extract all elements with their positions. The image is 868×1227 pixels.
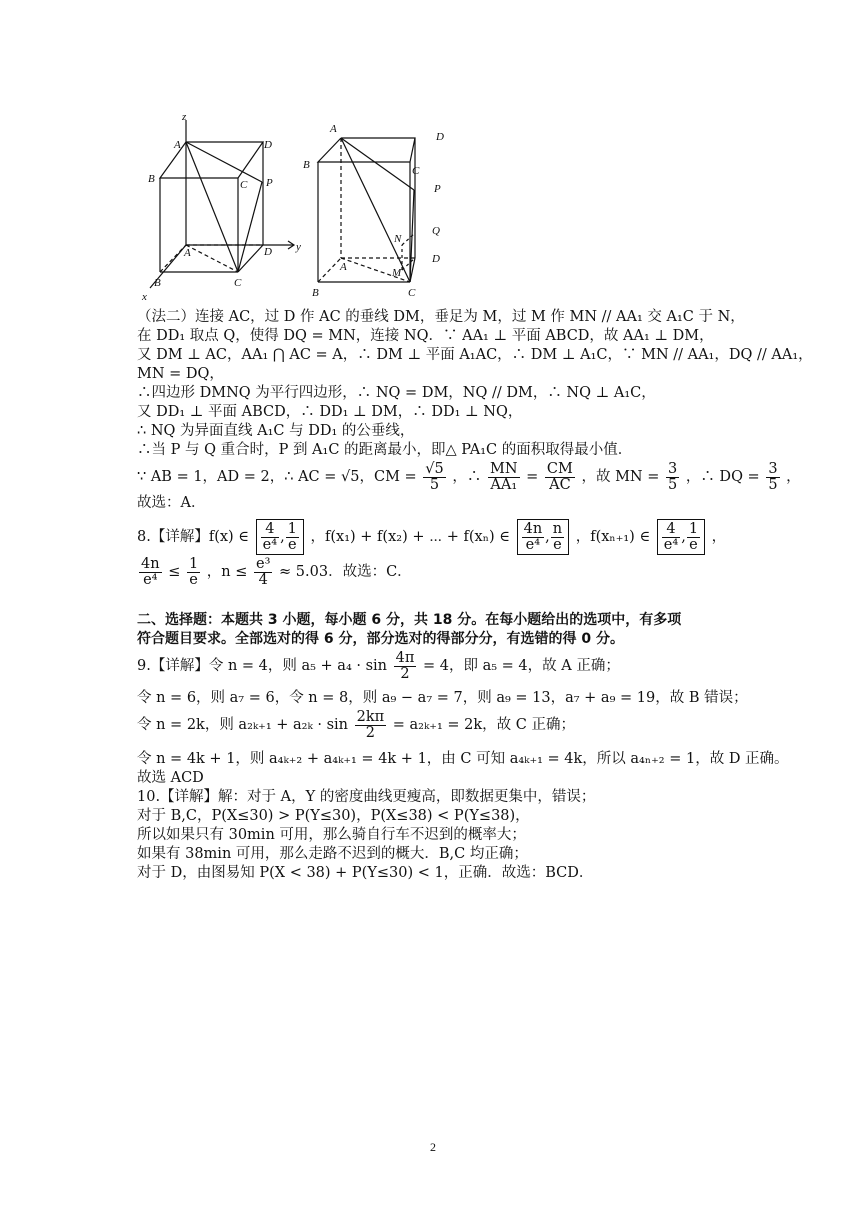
- label-a: A: [184, 247, 191, 259]
- method2-line-2: 在 DD₁ 取点 Q，使得 DQ = MN，连接 NQ．∵ AA₁ ⊥ 平面 ABCD，故 AA₁ ⊥ DM，: [137, 328, 714, 344]
- right-cuboid: [318, 138, 415, 282]
- frac: [551, 522, 564, 553]
- frac: [687, 522, 700, 553]
- fraction-mn-aa1: [488, 462, 520, 493]
- frac: [261, 522, 279, 553]
- q8-line-1: [137, 519, 737, 555]
- frac-num: 1: [287, 520, 297, 537]
- frac-den: e⁴: [663, 536, 679, 553]
- frac-e3-4: [254, 557, 272, 588]
- frac-den: e: [689, 536, 698, 553]
- frac-num: e³: [256, 555, 271, 572]
- label-r-b1: B: [303, 159, 310, 171]
- label-d1: D: [264, 139, 272, 151]
- page-number: 2: [430, 1140, 436, 1154]
- solution-text: [137, 308, 813, 883]
- q10-line-1: 10.【详解】解：对于 A，Y 的密度曲线更瘦高，即数据更集中，错误；: [137, 789, 596, 805]
- frac-den: 5: [429, 476, 440, 493]
- method2-answer: 故选：A．: [137, 495, 206, 511]
- frac-num: 1: [688, 520, 699, 537]
- fraction-cm: [423, 462, 445, 493]
- q8-answer: ≈ 5.03．故选：C．: [279, 564, 412, 580]
- label-r-b: B: [312, 287, 319, 299]
- method2-line-5: ∴四边形 DMNQ 为平行四边形，∴ NQ = DM，NQ // DM，∴ NQ ⊥ A₁C，: [137, 385, 656, 401]
- interval-1: $\frac{4}{\text{e⁴}}$ , $\frac{1}{e}$: [256, 519, 304, 555]
- method2-line-4: MN = DQ，: [137, 366, 224, 382]
- method2-line-3: 又 DM ⊥ AC，AA₁ ⋂ AC = A，∴ DM ⊥ 平面 A₁AC，∴ DM ⊥ A₁C，∵ MN // AA₁，DQ // AA₁，: [137, 347, 813, 363]
- q10-line-4: 如果有 38min 可用，那么走路不迟到的概大．B,C 均正确；: [137, 846, 528, 862]
- label-a1: A: [174, 139, 181, 151]
- label-r-p: P: [434, 183, 441, 195]
- right-cuboid-labels: [303, 123, 444, 299]
- label-p: P: [266, 177, 273, 189]
- q10-line-5: 对于 D，由图易知 P(X < 38) + P(Y≤30) < 1，正确．故选：BCD．: [137, 865, 594, 881]
- frac-den: e⁴: [143, 571, 158, 588]
- section2-heading-2: 符合题目要求。全部选对的得 6 分，部分选对的得部分分，有选错的得 0 分。: [137, 631, 624, 647]
- label-r-c: C: [408, 287, 416, 299]
- q9-line-4: 令 n = 4k + 1，则 a₄ₖ₊₂ + a₄ₖ₊₁ = 4k + 1，由 C 可知 a₄ₖ₊₁ = 4k，所以 a₄ₙ₊₂ = 1，故 D 正确。: [137, 751, 789, 767]
- frac-num: √5: [425, 460, 444, 477]
- frac-den: 2: [400, 665, 410, 682]
- line9-part-a: ∵ AB = 1，AD = 2，∴ AC = √5，CM =: [137, 469, 417, 485]
- frac-num: 3: [667, 460, 678, 477]
- method2-line-8: ∴当 P 与 Q 重合时，P 到 A₁C 的距离最小，即△ PA₁C 的面积取得最小值．: [137, 442, 633, 458]
- frac-num: 4n: [523, 520, 543, 537]
- line9-part-e: ，∴ DQ =: [685, 469, 760, 485]
- label-b: B: [154, 277, 161, 289]
- frac: [522, 522, 545, 553]
- q9-line-2: 令 n = 6，则 a₇ = 6，令 n = 8，则 a₉ − a₇ = 7，则 a₉ = 13，a₇ + a₉ = 19，故 B 错误；: [137, 690, 748, 706]
- q9-l3-part-a: 令 n = 2k，则 a₂ₖ₊₁ + a₂ₖ · sin: [137, 717, 349, 733]
- q9-l3-part-b: = a₂ₖ₊₁ = 2k，故 C 正确；: [392, 717, 575, 733]
- frac-den: 2: [365, 724, 376, 741]
- frac-num: 4n: [141, 555, 160, 572]
- fraction-cm-ac: [545, 462, 575, 493]
- q10-line-3: 所以如果只有 30min 可用，那么骑自行车不迟到的概率大；: [137, 827, 526, 843]
- frac-den: 5: [667, 476, 678, 493]
- method2-line-1: （法二）连接 AC，过 D 作 AC 的垂线 DM，垂足为 M，过 M 作 MN // AA₁ 交 A₁C 于 N，: [137, 309, 745, 325]
- q9-answer: 故选 ACD: [137, 770, 204, 786]
- fraction-mn: [666, 462, 679, 493]
- frac-den: e: [553, 536, 562, 553]
- label-d: D: [264, 246, 272, 258]
- frac-num: 4π: [395, 649, 415, 666]
- label-r-a1: A: [330, 123, 337, 135]
- frac-num: 4: [261, 522, 279, 538]
- label-r-c1: C: [412, 165, 420, 177]
- label-r-n: N: [394, 233, 402, 245]
- label-y: y: [296, 241, 301, 253]
- q9-part-a: 9.【详解】令 n = 4，则 a₅ + a₄ · sin: [137, 658, 388, 674]
- method2-line-9: [137, 460, 801, 494]
- frac-num: n: [552, 520, 563, 537]
- label-c1: C: [240, 179, 248, 191]
- interval-2: $\frac{4n}{\text{e⁴}}$ , $\frac{n}{e}$: [517, 519, 570, 555]
- label-r-d: D: [432, 253, 440, 265]
- le-symbol: ≤: [168, 564, 181, 580]
- label-z: z: [182, 111, 187, 123]
- q9-line-3: [137, 708, 737, 742]
- label-r-q: Q: [432, 225, 440, 237]
- geometry-figures: [138, 110, 468, 305]
- frac-num: 1: [188, 555, 199, 572]
- frac-2kpi-2: [355, 710, 387, 741]
- label-r-m: M: [392, 267, 402, 279]
- frac-num: CM: [546, 460, 573, 477]
- label-r-a: A: [340, 261, 347, 273]
- label-x: x: [142, 291, 147, 303]
- method2-line-7: ∴ NQ 为异面直线 A₁C 与 DD₁ 的公垂线，: [137, 423, 415, 439]
- q8-line-2: [137, 555, 737, 589]
- frac-den: e: [287, 536, 297, 553]
- q10-line-2: 对于 B,C，P(X≤30) > P(Y≤30)，P(X≤38) < P(Y≤38)，: [137, 808, 530, 824]
- frac-num: 2kπ: [356, 708, 385, 725]
- fraction-dq: [766, 462, 779, 493]
- q9-part-b: = 4，即 a₅ = 4，故 A 正确；: [423, 658, 620, 674]
- frac-den: e⁴: [525, 536, 541, 553]
- left-cuboid-labels: [141, 111, 301, 303]
- frac-den: 5: [768, 476, 778, 493]
- section2-heading-1: 二、选择题：本题共 3 小题，每小题 6 分，共 18 分。在每小题给出的选项中，有多项: [137, 612, 682, 628]
- frac-num: 3: [768, 460, 778, 477]
- label-b1: B: [148, 173, 155, 185]
- frac-num: 4: [662, 522, 680, 538]
- q8-prefix: 8.【详解】f(x) ∈: [137, 529, 250, 545]
- n-le: ，n ≤: [206, 564, 248, 580]
- label-c: C: [234, 277, 242, 289]
- line9-part-b: ，∴: [452, 469, 482, 485]
- cuboid-diagrams: [138, 110, 468, 305]
- q9-line-1: [137, 649, 737, 683]
- interval-3: $\frac{4}{\text{e⁴}}$ , $\frac{1}{e}$: [657, 519, 705, 555]
- frac-den: 4: [258, 571, 268, 588]
- line9-part-f: ，: [786, 469, 801, 485]
- frac-den: e⁴: [262, 536, 278, 553]
- label-r-d1: D: [436, 131, 444, 143]
- q8-mid-2: ，f(xₙ₊₁) ∈: [575, 529, 651, 545]
- frac: [286, 522, 299, 553]
- method2-line-6: 又 DD₁ ⊥ 平面 ABCD，∴ DD₁ ⊥ DM，∴ DD₁ ⊥ NQ，: [137, 404, 523, 420]
- frac-den: AA₁: [490, 476, 518, 493]
- frac-4n-e4: [139, 557, 162, 588]
- line9-part-d: ，故 MN =: [581, 469, 660, 485]
- frac-den: e: [189, 571, 198, 588]
- spacer: [137, 589, 737, 611]
- frac: [662, 522, 680, 553]
- frac-num: MN: [489, 460, 518, 477]
- frac-1-e: [187, 557, 200, 588]
- q8-mid-1: ，f(x₁) + f(x₂) + ⋯ + f(xₙ) ∈: [310, 529, 510, 545]
- frac-den: AC: [549, 476, 571, 493]
- line9-part-c: =: [526, 469, 539, 485]
- frac-4pi-2: [394, 651, 417, 682]
- q8-end-1: ，: [711, 529, 727, 545]
- left-cuboid: [150, 120, 294, 288]
